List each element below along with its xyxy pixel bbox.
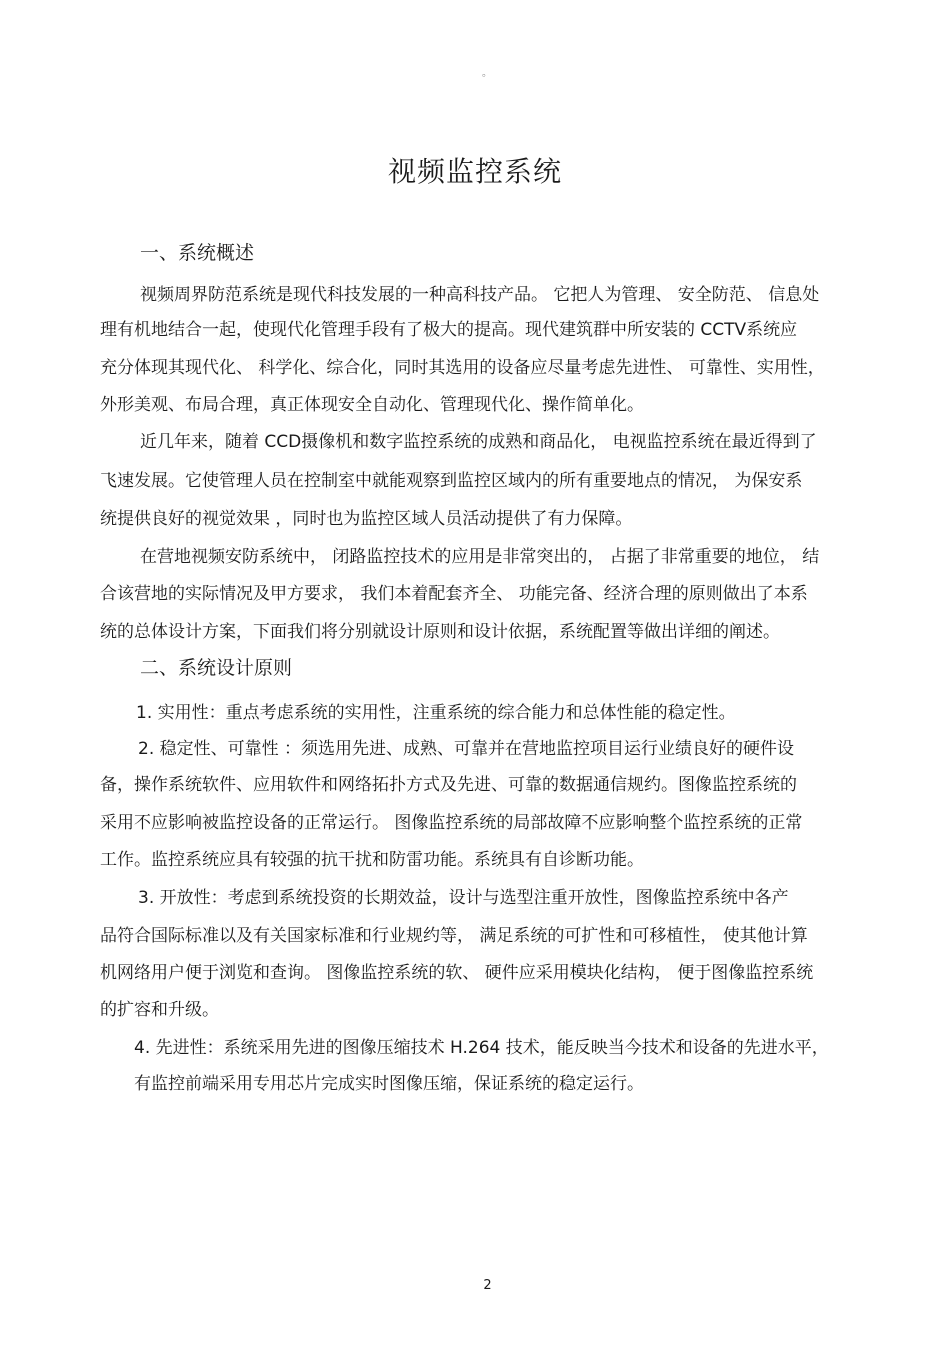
header-mark: 。 bbox=[482, 68, 492, 79]
section-heading: 二、系统设计原则 bbox=[140, 657, 293, 679]
paragraph-line: 采用不应影响被监控设备的正常运行。 图像监控系统的局部故障不应影响整个监控系统的正常 bbox=[100, 813, 803, 833]
paragraph-line: 统的总体设计方案，下面我们将分别就设计原则和设计依据，系统配置等做出详细的阐述。 bbox=[100, 622, 780, 642]
paragraph-line: 2. 稳定性、可靠性 ：须选用先进、成熟、可靠并在营地监控项目运行业绩良好的硬件设 bbox=[138, 739, 795, 759]
paragraph-line: 3. 开放性：考虑到系统投资的长期效益，设计与选型注重开放性，图像监控系统中各产 bbox=[138, 888, 789, 908]
paragraph-line: 理有机地结合一起，使现代化管理手段有了极大的提高。现代建筑群中所安装的 CCTV系统应 bbox=[100, 320, 798, 340]
paragraph-line: 视频周界防范系统是现代科技发展的一种高科技产品。 它把人为管理、 安全防范、 信息处 bbox=[140, 285, 820, 305]
paragraph-line: 外形美观、布局合理，真正体现安全自动化、管理现代化、操作简单化。 bbox=[100, 395, 644, 415]
paragraph-line: 的扩容和升级。 bbox=[100, 1000, 219, 1020]
paragraph-line: 近几年来，随着 CCD摄像机和数字监控系统的成熟和商品化， 电视监控系统在最近得到了 bbox=[140, 432, 817, 452]
paragraph-line: 充分体现其现代化、 科学化、综合化，同时其选用的设备应尽量考虑先进性、 可靠性、实用性， bbox=[100, 358, 825, 378]
paragraph-line: 有监控前端采用专用芯片完成实时图像压缩，保证系统的稳定运行。 bbox=[134, 1074, 644, 1094]
page-number: 2 bbox=[483, 1278, 492, 1293]
paragraph-line: 机网络用户便于浏览和查询。 图像监控系统的软、 硬件应采用模块化结构， 便于图像监控系统 bbox=[100, 963, 814, 983]
paragraph-line: 合该营地的实际情况及甲方要求， 我们本着配套齐全、 功能完备、经济合理的原则做出了本系 bbox=[100, 584, 808, 604]
page-title: 视频监控系统 bbox=[387, 155, 562, 188]
section-heading: 一、系统概述 bbox=[140, 242, 255, 264]
paragraph-line: 品符合国际标准以及有关国家标准和行业规约等， 满足系统的可扩性和可移植性， 使其他计算 bbox=[100, 926, 808, 946]
paragraph-line: 备，操作系统软件、应用软件和网络拓扑方式及先进、可靠的数据通信规约。图像监控系统的 bbox=[100, 775, 797, 795]
paragraph-line: 工作。监控系统应具有较强的抗干扰和防雷功能。系统具有自诊断功能。 bbox=[100, 850, 644, 870]
paragraph-line: 4. 先进性：系统采用先进的图像压缩技术 H.264 技术，能反映当今技术和设备的先进水平， bbox=[134, 1038, 829, 1058]
paragraph-line: 统提供良好的视觉效果 ，同时也为监控区域人员活动提供了有力保障。 bbox=[100, 509, 633, 529]
paragraph-line: 飞速发展。它使管理人员在控制室中就能观察到监控区域内的所有重要地点的情况， 为保安系 bbox=[100, 471, 803, 491]
paragraph-line: 1. 实用性：重点考虑系统的实用性，注重系统的综合能力和总体性能的稳定性。 bbox=[136, 703, 736, 723]
paragraph-line: 在营地视频安防系统中， 闭路监控技术的应用是非常突出的， 占据了非常重要的地位， 结 bbox=[140, 547, 820, 567]
